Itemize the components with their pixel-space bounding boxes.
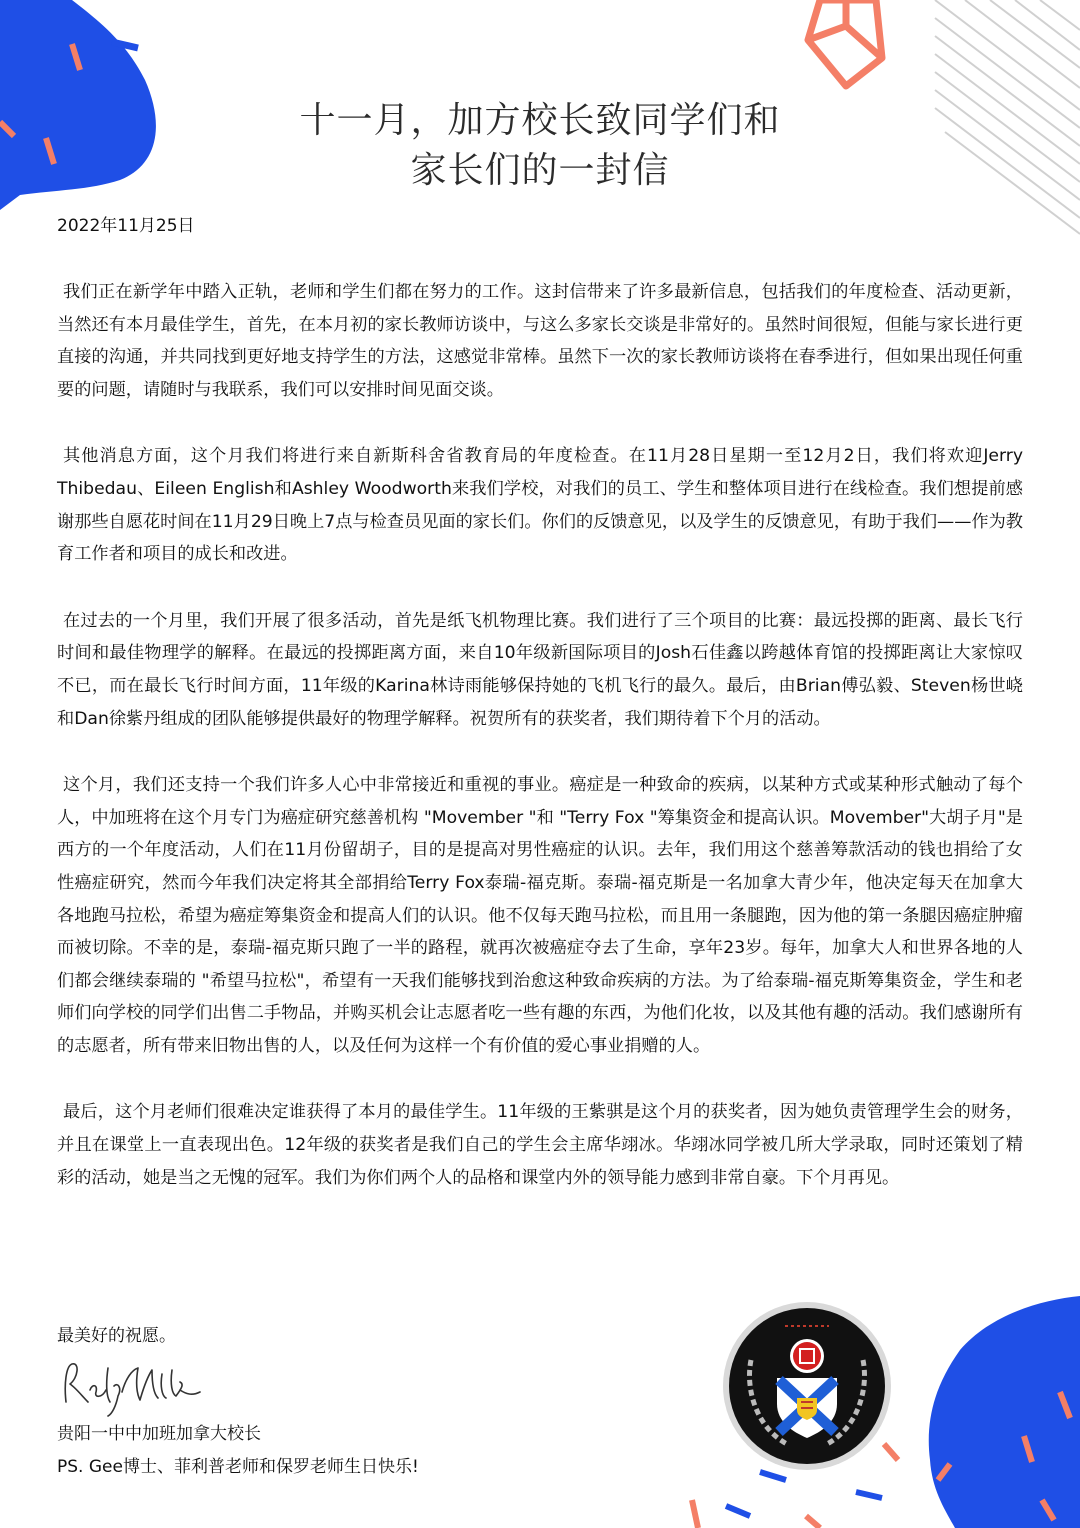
postscript: PS. Gee博士、菲利普老师和保罗老师生日快乐! xyxy=(57,1457,419,1477)
top-right-cube-outline xyxy=(808,0,882,86)
bottom-right-blue-blob xyxy=(929,1296,1080,1528)
paragraph-students-of-month: 最后，这个月老师们很难决定谁获得了本月的最佳学生。11年级的王紫骐是这个月的获奖者，因为她负责管理学生会的财务，并且在课堂上一直表现出色。12年级的获奖者是我们自己的学生会主席华翊冰。华翊冰同学被几所大学录取，同时还策划了精彩的活动，她是当之无愧的冠军。我们为你们两个人的品格和课堂内外的领导能力感到非常自豪。下个月再见。 xyxy=(57,1102,1023,1188)
title-line-2: 家长们的一封信 xyxy=(410,150,670,191)
handwritten-signature xyxy=(56,1356,206,1418)
paragraph-intro: 我们正在新学年中踏入正轨，老师和学生们都在努力的工作。这封信带来了许多最新信息，包括我们的年度检查、活动更新，当然还有本月最佳学生，首先，在本月初的家长教师访谈中，与这么多家长交谈是非常好的。虽然时间很短，但能与家长进行更直接的沟通，并共同找到更好地支持学生的方法，这感觉非常棒。虽然下一次的家长教师访谈将在春季进行，但如果出现任何重要的问题，请随时与我联系，我们可以安排时间见面交谈。 xyxy=(57,282,1023,400)
paragraph-fundraising: 这个月，我们还支持一个我们许多人心中非常接近和重视的事业。癌症是一种致命的疾病，以某种方式或某种形式触动了每个人，中加班将在这个月专门为癌症研究慈善机构 "Movember "和 "Terry Fox "筹集资金和提高认识。Movember"大胡子月"是西方的一个年度活动，人们在11月份留胡子，目的是提高对男性癌症的认识。去年，我们用这个慈善筹款活动的钱也捐给了女性癌症研究，然而今年我们决定将其全部捐给Terry Fox泰瑞-福克斯。泰瑞-福克斯是一名加拿大青少年，他决定每天在加拿大各地跑马拉松，希望为癌症筹集资金和提高人们的认识。他不仅每天跑马拉松，而且用一条腿跑，因为他的第一条腿因癌症肿瘤而被切除。不幸的是，泰瑞-福克斯只跑了一半的路程，就再次被癌症夺去了生命，享年23岁。每年，加拿大人和世界各地的人们都会继续泰瑞的 "希望马拉松"，希望有一天我们能够找到治愈这种致命疾病的方法。为了给泰瑞-福克斯筹集资金，学生和老师们向学校的同学们出售二手物品，并购买机会让志愿者吃一些有趣的东西，为他们化妆，以及其他有趣的活动。我们感谢所有的志愿者，所有带来旧物出售的人，以及任何为这样一个有价值的爱心事业捐赠的人。 xyxy=(57,775,1023,1056)
letter-title xyxy=(0,96,1080,196)
title-line-1: 十一月，加方校长致同学们和 xyxy=(299,100,781,141)
sign-off: 最美好的祝愿。 xyxy=(57,1326,176,1346)
paragraph-inspection: 其他消息方面，这个月我们将进行来自新斯科舍省教育局的年度检查。在11月28日星期一至12月2日，我们将欢迎Jerry Thibedau、Eileen English和Ashley Woodworth来我们学校，对我们的员工、学生和整体项目进行在线检查。我们想提前感谢那些自愿花时间在11月29日晚上7点与检查员见面的家长们。你们的反馈意见，以及学生的反馈意见，有助于我们——作为教育工作者和项目的成长和改进。 xyxy=(57,446,1023,565)
letter-date: 2022年11月25日 xyxy=(57,216,195,236)
paragraph-activities: 在过去的一个月里，我们开展了很多活动，首先是纸飞机物理比赛。我们进行了三个项目的比赛：最远投掷的距离、最长飞行时间和最佳物理学的解释。在最远的投掷距离方面，来自10年级新国际项目的Josh石佳鑫以跨越体育馆的投掷距离让大家惊叹不已，而在最长飞行时间方面，11年级的Karina林诗雨能够保持她的飞机飞行的最久。最后，由Brian傅弘毅、Steven杨世峣和Dan徐紫丹组成的团队能够提供最好的物理学解释。祝贺所有的获奖者，我们期待着下个月的活动。 xyxy=(57,610,1023,729)
letter-body xyxy=(57,276,1023,1228)
school-emblem-icon xyxy=(721,1300,893,1472)
signer-title: 贵阳一中中加班加拿大校长 xyxy=(57,1424,261,1444)
